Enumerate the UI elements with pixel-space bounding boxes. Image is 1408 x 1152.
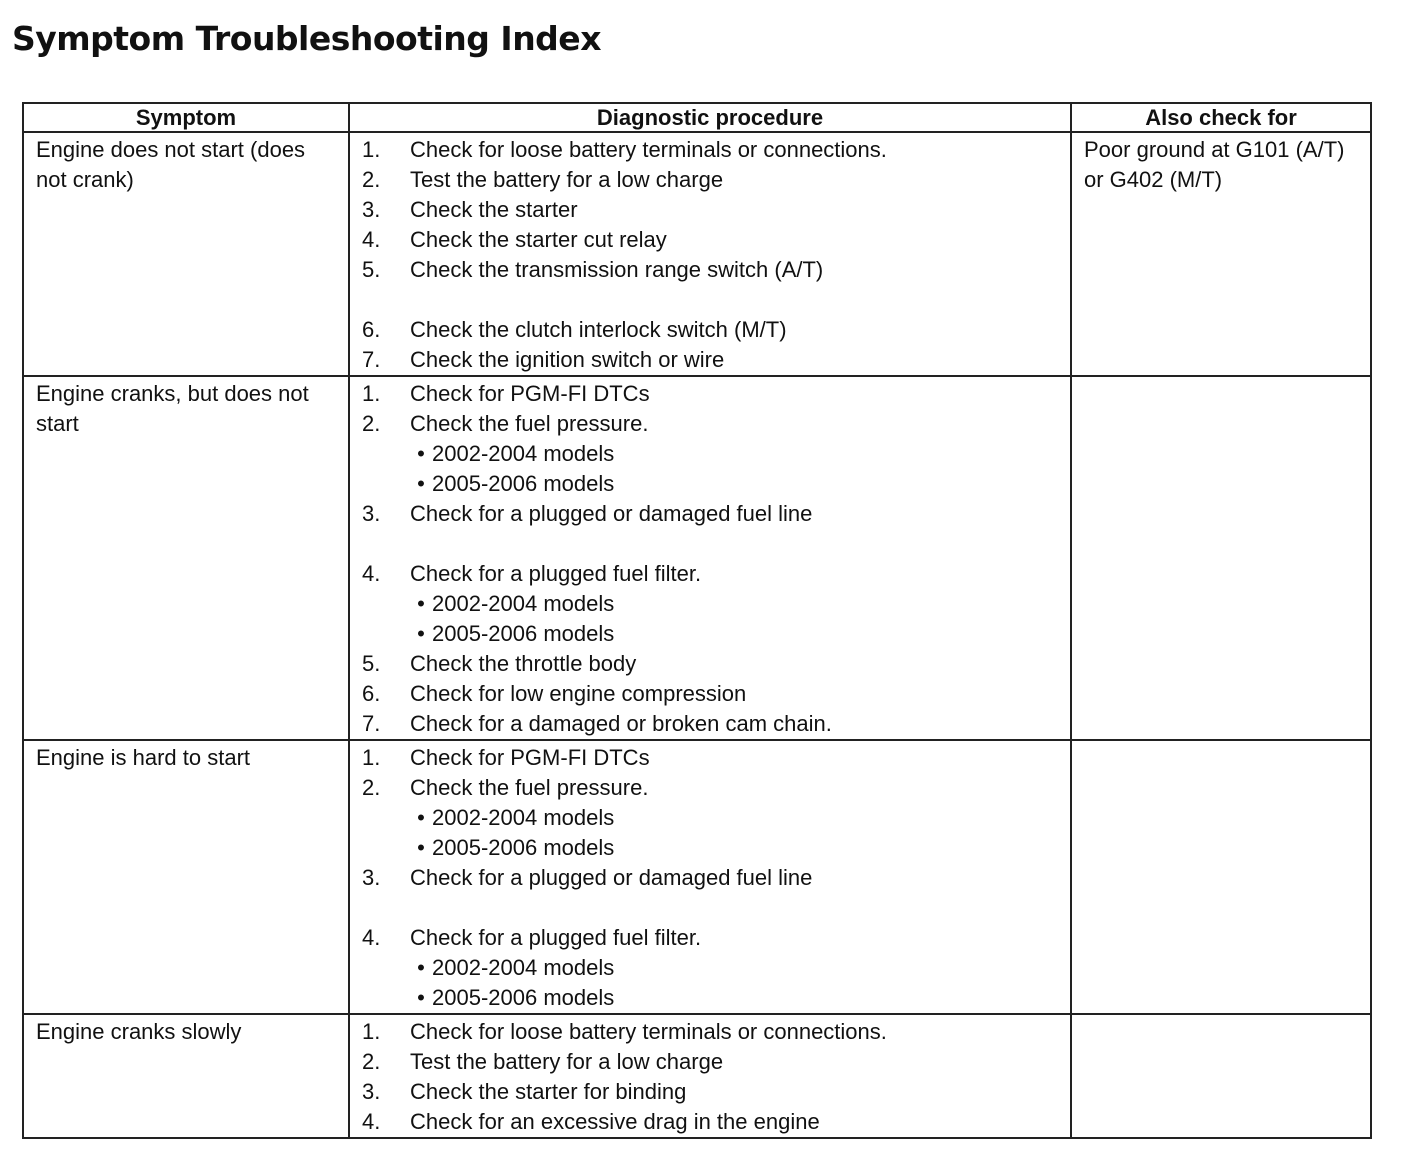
- step-text: Test the battery for a low charge: [410, 1049, 724, 1074]
- bullet-icon: •: [417, 441, 425, 466]
- procedure-list: [350, 377, 1070, 739]
- procedure-step: [362, 709, 1070, 739]
- procedure-list: [350, 133, 1070, 375]
- step-number: 3.: [362, 197, 381, 222]
- bullet-icon: •: [417, 471, 425, 496]
- procedure-step: [362, 1077, 1070, 1107]
- step-text: Check the ignition switch or wire: [410, 347, 725, 372]
- bullet-icon: •: [417, 985, 425, 1010]
- symptom-cell: [23, 1014, 349, 1138]
- also-check-text: [1072, 1015, 1370, 1017]
- step-text: Check for an excessive drag in the engine: [410, 1109, 820, 1134]
- table-row: [23, 132, 1371, 376]
- step-text: Check for a plugged fuel filter.: [410, 925, 702, 950]
- procedure-substep: [362, 983, 1070, 1013]
- step-text: Check for PGM-FI DTCs: [410, 381, 650, 406]
- step-number: 6.: [362, 317, 381, 342]
- substep-text: 2002-2004 models: [432, 805, 615, 830]
- symptom-text: Engine does not start (does not crank): [36, 137, 306, 192]
- step-text: Check the throttle body: [410, 651, 637, 676]
- table-row: [23, 740, 1371, 1014]
- step-number: 4.: [362, 925, 381, 950]
- symptom-table: [22, 102, 1372, 1139]
- table-row: [23, 1014, 1371, 1138]
- step-number: 5.: [362, 651, 381, 676]
- step-text: Check the fuel pressure.: [410, 775, 649, 800]
- step-number: 1.: [362, 137, 381, 162]
- procedure-step: [362, 649, 1070, 679]
- step-text: Check the starter cut relay: [410, 227, 667, 252]
- symptom-cell: [23, 740, 349, 1014]
- procedure-step: [362, 679, 1070, 709]
- step-text: Check for loose battery terminals or connections.: [410, 137, 887, 162]
- step-number: 2.: [362, 775, 381, 800]
- also-check-cell: [1071, 740, 1371, 1014]
- symptom-cell: [23, 132, 349, 376]
- step-number: 3.: [362, 501, 381, 526]
- step-number: 4.: [362, 1109, 381, 1134]
- table-row: [23, 376, 1371, 740]
- also-check-text: [1072, 377, 1370, 379]
- procedure-step: [362, 315, 1070, 345]
- substep-text: 2002-2004 models: [432, 441, 615, 466]
- procedure-step: [362, 863, 1070, 893]
- bullet-icon: •: [417, 621, 425, 646]
- procedure-step: [362, 1047, 1070, 1077]
- step-text: Test the battery for a low charge: [410, 167, 724, 192]
- substep-text: 2005-2006 models: [432, 471, 615, 496]
- header-also-check-for: Also check for: [1071, 103, 1371, 132]
- substep-text: 2002-2004 models: [432, 955, 615, 980]
- header-symptom: Symptom: [23, 103, 349, 132]
- substep-text: 2005-2006 models: [432, 985, 615, 1010]
- procedure-substep: [362, 803, 1070, 833]
- also-check-cell: [1071, 132, 1371, 376]
- substep-text: 2005-2006 models: [432, 835, 615, 860]
- procedure-step: [362, 1107, 1070, 1137]
- also-check-text: Poor ground at G101 (A/T) or G402 (M/T): [1084, 137, 1345, 192]
- step-text: Check for loose battery terminals or connections.: [410, 1019, 887, 1044]
- also-check-cell: [1071, 376, 1371, 740]
- step-text: Check for PGM-FI DTCs: [410, 745, 650, 770]
- substep-text: 2002-2004 models: [432, 591, 615, 616]
- step-text: Check the starter for binding: [410, 1079, 687, 1104]
- procedure-cell: [349, 132, 1071, 376]
- symptom-text: Engine cranks slowly: [36, 1019, 242, 1044]
- procedure-cell: [349, 1014, 1071, 1138]
- procedure-step: [362, 923, 1070, 953]
- procedure-step: [362, 743, 1070, 773]
- step-text: Check the fuel pressure.: [410, 411, 649, 436]
- procedure-step: [362, 379, 1070, 409]
- bullet-icon: •: [417, 805, 425, 830]
- procedure-list: [350, 741, 1070, 1013]
- procedure-step: [362, 255, 1070, 285]
- also-check-text: [1072, 741, 1370, 743]
- header-row: [23, 103, 1371, 132]
- step-number: 5.: [362, 257, 381, 282]
- step-number: 2.: [362, 1049, 381, 1074]
- procedure-step: [362, 1017, 1070, 1047]
- symptom-text: Engine is hard to start: [36, 745, 251, 770]
- symptom-text: Engine cranks, but does not start: [36, 381, 309, 436]
- procedure-substep: [362, 589, 1070, 619]
- substep-text: 2005-2006 models: [432, 621, 615, 646]
- step-number: 3.: [362, 865, 381, 890]
- step-number: 3.: [362, 1079, 381, 1104]
- procedure-cell: [349, 376, 1071, 740]
- step-number: 1.: [362, 1019, 381, 1044]
- bullet-icon: •: [417, 835, 425, 860]
- procedure-substep: [362, 439, 1070, 469]
- step-number: 7.: [362, 347, 381, 372]
- step-text: Check for a plugged or damaged fuel line: [410, 501, 813, 526]
- step-number: 4.: [362, 227, 381, 252]
- procedure-substep: [362, 833, 1070, 863]
- step-text: Check for low engine compression: [410, 681, 747, 706]
- page-title: Symptom Troubleshooting Index: [12, 19, 601, 58]
- procedure-cell: [349, 740, 1071, 1014]
- procedure-step: [362, 135, 1070, 165]
- procedure-step: [362, 499, 1070, 529]
- step-number: 2.: [362, 167, 381, 192]
- procedure-step: [362, 559, 1070, 589]
- procedure-step: [362, 225, 1070, 255]
- procedure-step: [362, 773, 1070, 803]
- bullet-icon: •: [417, 591, 425, 616]
- bullet-icon: •: [417, 955, 425, 980]
- step-text: Check the clutch interlock switch (M/T): [410, 317, 787, 342]
- step-text: Check for a plugged or damaged fuel line: [410, 865, 813, 890]
- procedure-step: [362, 345, 1070, 375]
- header-diagnostic-procedure: Diagnostic procedure: [349, 103, 1071, 132]
- step-text: Check the starter: [410, 197, 578, 222]
- step-text: Check for a damaged or broken cam chain.: [410, 711, 832, 736]
- step-text: Check the transmission range switch (A/T): [410, 257, 824, 282]
- step-text: Check for a plugged fuel filter.: [410, 561, 702, 586]
- procedure-substep: [362, 469, 1070, 499]
- also-check-cell: [1071, 1014, 1371, 1138]
- procedure-step: [362, 409, 1070, 439]
- procedure-step: [362, 195, 1070, 225]
- step-number: 6.: [362, 681, 381, 706]
- procedure-substep: [362, 953, 1070, 983]
- procedure-step: [362, 165, 1070, 195]
- symptom-cell: [23, 376, 349, 740]
- step-number: 2.: [362, 411, 381, 436]
- procedure-list: [350, 1015, 1070, 1137]
- procedure-substep: [362, 619, 1070, 649]
- step-number: 1.: [362, 745, 381, 770]
- step-number: 7.: [362, 711, 381, 736]
- step-number: 1.: [362, 381, 381, 406]
- step-number: 4.: [362, 561, 381, 586]
